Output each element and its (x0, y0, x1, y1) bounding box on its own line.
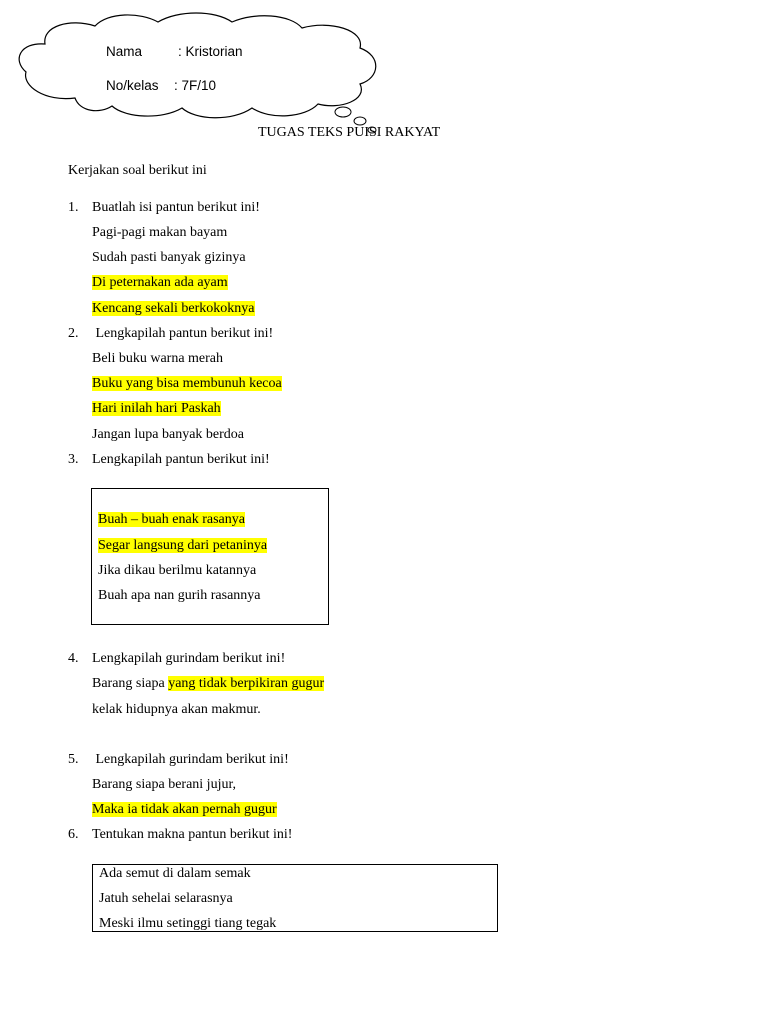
q5-number: 5. (68, 752, 79, 767)
q5-line-2: Maka ia tidak akan pernah gugur (92, 802, 277, 817)
q2-line-1: Beli buku warna merah (92, 351, 224, 366)
q6-line-3: Meski ilmu setinggi tiang tegak (99, 916, 277, 931)
q2-prompt: Lengkapilah pantun berikut ini! (92, 326, 274, 341)
cloud-bubble-shape (0, 0, 768, 140)
q4-line-1-start: Barang siapa (92, 676, 169, 691)
q3-prompt: Lengkapilah pantun berikut ini! (92, 452, 270, 467)
q2-line-4: Jangan lupa banyak berdoa (92, 427, 244, 442)
nama-value: : Kristorian (178, 44, 243, 59)
q1-number: 1. (68, 200, 79, 215)
q3-line-3: Jika dikau berilmu katannya (98, 563, 257, 578)
q6-line-2: Jatuh sehelai selarasnya (99, 891, 233, 906)
q1-line-4: Kencang sekali berkokoknya (92, 301, 255, 316)
q1-line-2: Sudah pasti banyak gizinya (92, 250, 246, 265)
q5-line-1: Barang siapa berani jujur, (92, 777, 237, 792)
q4-line-2: kelak hidupnya akan makmur. (92, 702, 261, 717)
q5-prompt: Lengkapilah gurindam berikut ini! (92, 752, 289, 767)
q2-number: 2. (68, 326, 79, 341)
q1-prompt: Buatlah isi pantun berikut ini! (92, 200, 260, 215)
page-title: TUGAS TEKS PUISI RAKYAT (258, 125, 441, 140)
q3-number: 3. (68, 452, 79, 467)
q1-line-3: Di peternakan ada ayam (92, 275, 228, 290)
kelas-value: : 7F/10 (174, 78, 217, 93)
q4-line-1-answer: yang tidak berpikiran gugur (168, 676, 325, 691)
q4-prompt: Lengkapilah gurindam berikut ini! (92, 651, 286, 666)
q1-line-1: Pagi-pagi makan bayam (92, 225, 228, 240)
q4-number: 4. (68, 651, 79, 666)
instruction-text: Kerjakan soal berikut ini (68, 163, 207, 178)
q6-number: 6. (68, 827, 79, 842)
q2-line-2: Buku yang bisa membunuh kecoa (92, 376, 282, 391)
kelas-label: No/kelas (106, 78, 159, 93)
q3-line-2: Segar langsung dari petaninya (98, 538, 268, 553)
q6-line-1: Ada semut di dalam semak (99, 866, 251, 881)
q2-line-3: Hari inilah hari Paskah (92, 401, 221, 416)
q3-line-1: Buah – buah enak rasanya (98, 512, 245, 527)
nama-label: Nama (106, 44, 143, 59)
q6-prompt: Tentukan makna pantun berikut ini! (92, 827, 293, 842)
q3-line-4: Buah apa nan gurih rasannya (98, 588, 261, 603)
